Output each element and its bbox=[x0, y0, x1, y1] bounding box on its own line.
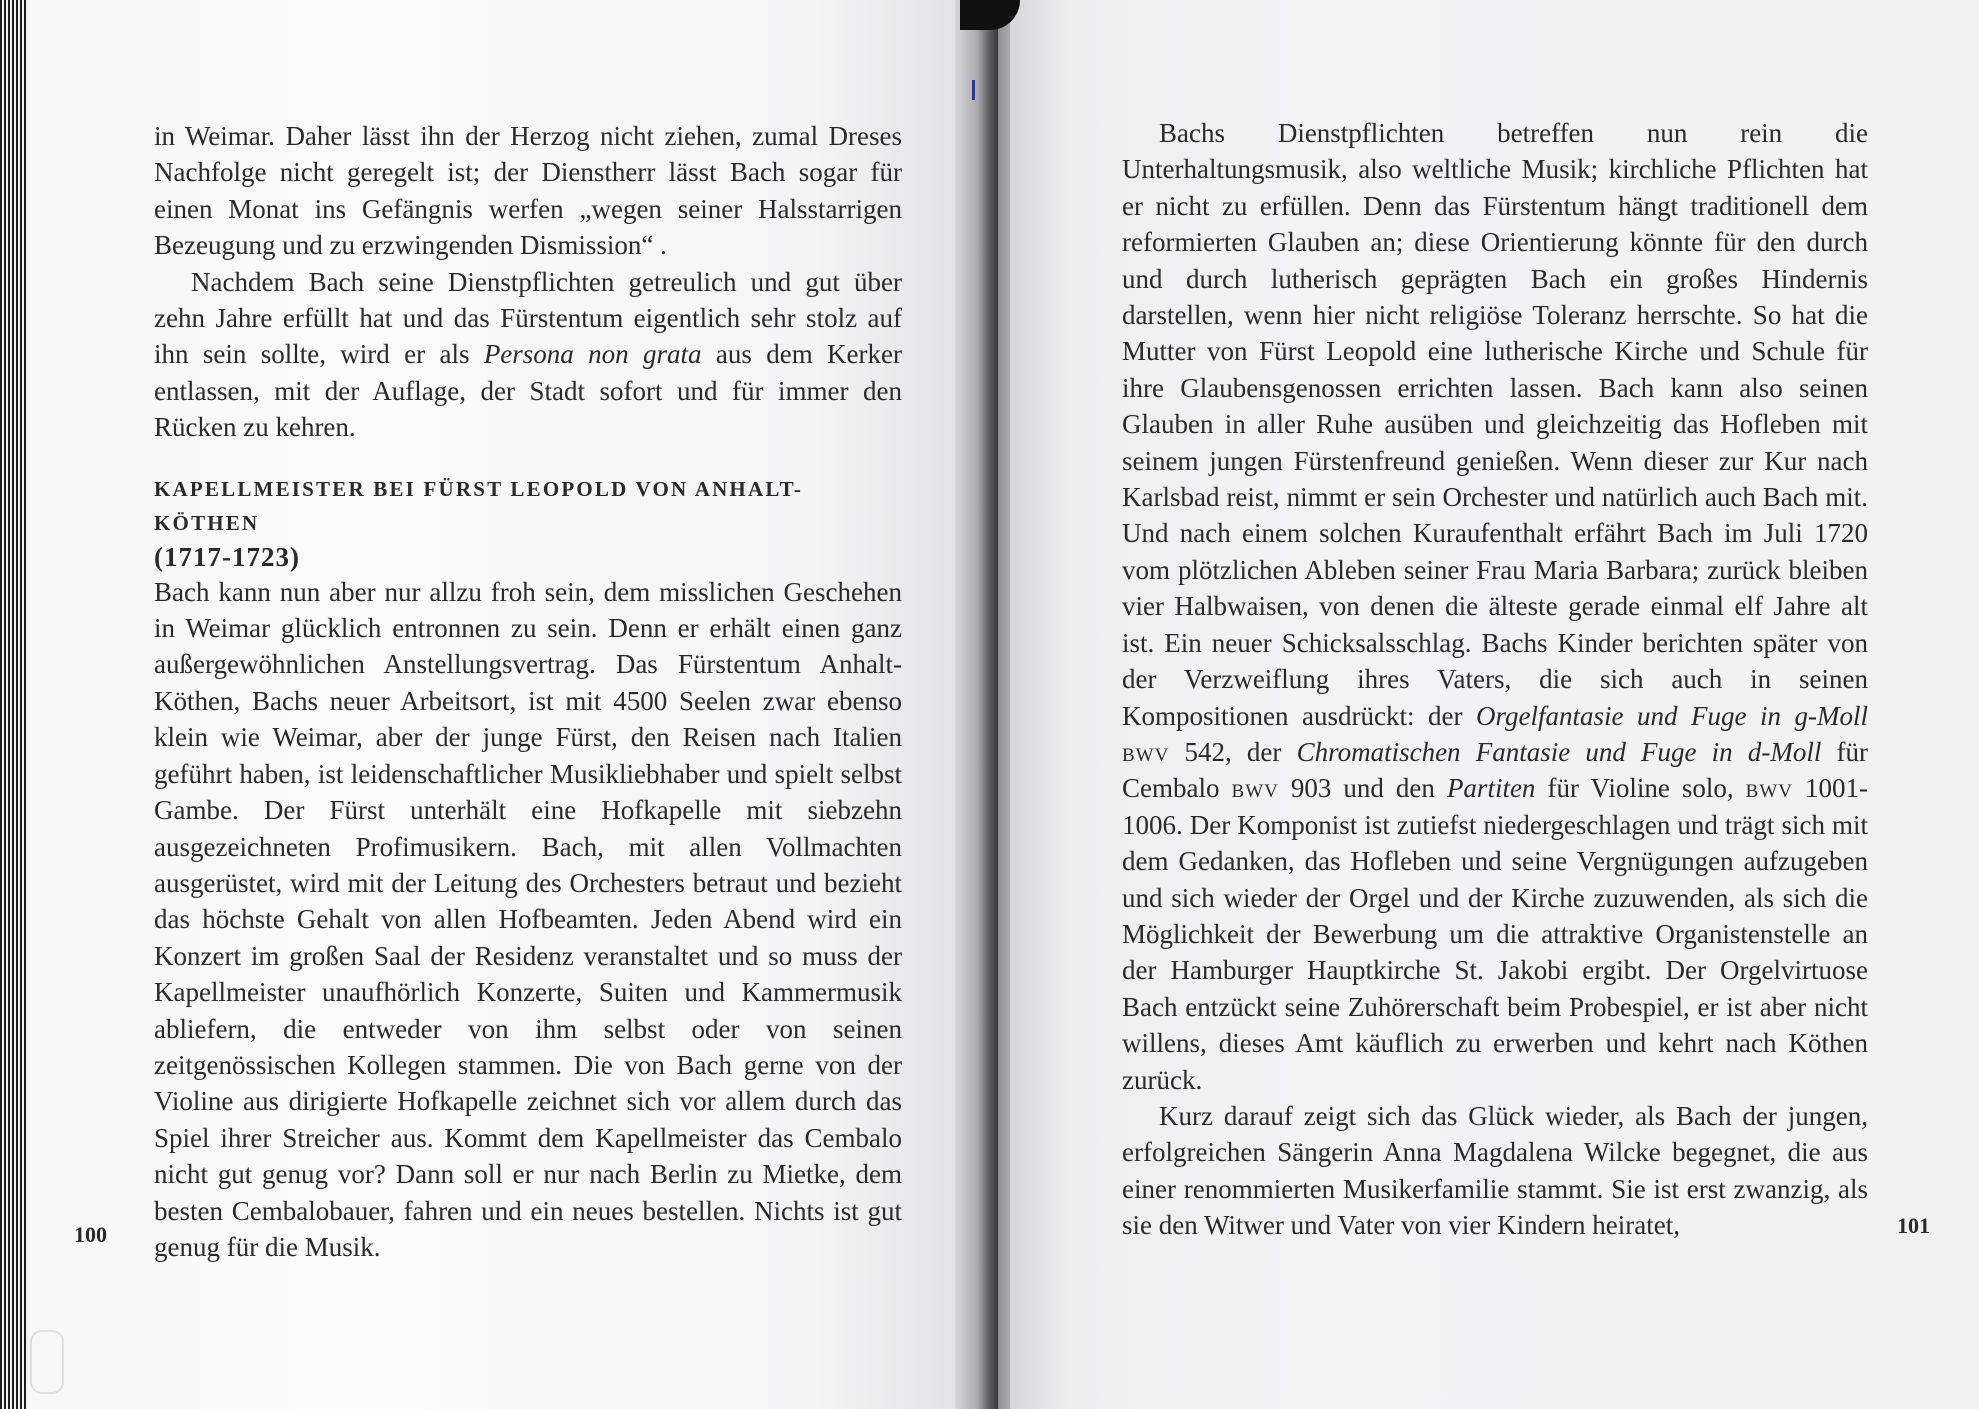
emphasis: Chromatischen Fantasie und Fuge in d-Moll bbox=[1296, 736, 1822, 767]
page-edge-lines bbox=[0, 0, 28, 1409]
text-run: aus dem Kerker entlassen, mit der Auflage, der Stadt sofort und für immer den Rücken zu kehren. bbox=[154, 339, 902, 443]
paragraph bbox=[154, 264, 902, 446]
page-number: 100 bbox=[74, 1222, 107, 1247]
bwv-label: bwv bbox=[1745, 773, 1793, 804]
text-run: für Violine solo, bbox=[1535, 773, 1746, 804]
emphasis: Persona non grata bbox=[483, 339, 702, 370]
paragraph bbox=[1122, 115, 1868, 1098]
text-run: für Cembalo bbox=[1122, 736, 1868, 804]
paragraph: Bach kann nun aber nur allzu froh sein, dem misslichen Geschehen in Weimar glücklich entronnen zu sein. Denn er erhält einen ganz außergewöhnlichen Anstellungsvertrag. Das Fürstentum Anhalt-Köthen, Bachs neuer Arbeitsort, ist mit 4500 Seelen zwar ebenso klein wie Weimar, aber der junge Fürst, den Reisen nach Italien geführt haben, ist leidenschaftlicher Musikliebhaber und spielt selbst Gambe. Der Fürst unterhält eine Hofkapelle mit siebzehn ausgezeichneten Profimusikern. Bach, mit allen Vollmachten ausgerüstet, wird mit der Leitung des Orchesters betraut und bezieht das höchste Gehalt von allen Hofbeamten. Jeden Abend wird ein Konzert im großen Saal der Residenz veranstaltet und so muss der Kapellmeister unaufhörlich Konzerte, Suiten und Kammermusik abliefern, die entweder von ihm selbst oder von seinen zeitgenössischen Kollegen stammen. Die von Bach gerne von der Violine aus dirigierte Hofkapelle zeichnet sich vor allem durch das Spiel ihrer Streicher aus. Kommt dem Kapellmeister das Cembalo nicht gut genug vor? Dann soll er nur nach Berlin zu Mietke, dem besten Cembalobauer, fahren und ein neues bestellen. Nichts ist gut genug für die Musik. bbox=[154, 576, 902, 1262]
corner-smudge bbox=[30, 1330, 64, 1394]
heading-years: (1717-1723) bbox=[154, 541, 300, 572]
text-run: Bachs Dienstpflichten betreffen nun rein die Unterhaltungsmusik, also weltliche Musik; kirchliche Pflichten hat er nicht zu erfüllen. Denn das Fürstentum hängt traditionell dem reformierten Glauben an; diese Orientierung könnte für den durch und durch lutherisch geprägten Bach ein großes Hindernis darstellen, wenn hier nicht religiöse Toleranz herrschte. So hat die Mutter von Fürst Leopold eine lutherische Kirche und Schule für ihre Glaubensgenossen errichten lassen. Bach kann also seinen Glauben in aller Ruhe ausüben und gleichzeitig das Hofleben mit seinem jungen Fürstenfreund genießen. Wenn dieser zur Kur nach Karlsbad reist, nimmt er sein Orchester und natürlich auch Bach mit. Und nach einem solchen Kuraufenthalt erfährt Bach im Juli 1720 vom plötzlichen Ableben seiner Frau Maria Barbara; zurück bleiben vier Halbwaisen, von denen die älteste gerade einmal elf Jahre alt ist. Ein neuer Schicksalsschlag. Bachs Kinder berichten später von der Verzweiflung ihres Vaters, die sich auch in seinen Kompositionen ausdrückt: der bbox=[1122, 118, 1868, 731]
bwv-label: bwv bbox=[1231, 773, 1279, 804]
heading-text: KAPELLMEISTER BEI FÜRST LEOPOLD VON ANHALT-KÖTHEN bbox=[154, 476, 804, 535]
right-text-column bbox=[1122, 115, 1868, 1244]
paragraph: in Weimar. Daher lässt ihn der Herzog nicht ziehen, zumal Dreses Nachfolge nicht geregelt ist; der Dienstherr lässt Bach sogar für einen Monat ins Gefängnis werfen „wegen seiner Halsstarrigen Bezeugung und zu erzwingenden Dismission“ . bbox=[154, 121, 902, 261]
page-number: 101 bbox=[1897, 1213, 1930, 1238]
text-run: 1001-1006. Der Komponist ist zutiefst niedergeschlagen und trägt sich mit dem Gedanken, das Hofleben und seine Vergnügungen aufzugeben und sich wieder der Orgel und der Kirche zuzuwenden, als sich die Möglichkeit der Bewerbung um die attraktive Organistenstelle an der Hamburger Hauptkirche St. Jakobi ergibt. Der Orgelvirtuose Bach entzückt seine Zuhörerschaft beim Probespiel, er ist aber nicht willens, dieses Amt käuflich zu erwerben und kehrt nach Köthen zurück. bbox=[1122, 773, 1869, 1095]
text-run: 903 und den bbox=[1278, 773, 1447, 804]
emphasis: Orgelfantasie und Fuge in g-Moll bbox=[1475, 700, 1868, 731]
emphasis: Partiten bbox=[1446, 773, 1536, 804]
section-heading bbox=[154, 472, 902, 574]
bwv-label: bwv bbox=[1122, 736, 1170, 767]
ink-mark bbox=[972, 80, 975, 100]
left-text-column bbox=[154, 118, 902, 1265]
text-run: 542, der bbox=[1169, 736, 1297, 767]
paragraph: Kurz darauf zeigt sich das Glück wieder, als Bach der jungen, erfolgreichen Sängerin Anna Magdalena Wilcke begegnet, die aus einer renommierten Musikerfamilie stammt. Sie ist erst zwanzig, als sie den Witwer und Vater von vier Kindern heiratet, bbox=[1122, 1100, 1868, 1241]
text-run: Nachdem Bach seine Dienstpflichten getreulich und gut über zehn Jahre erfüllt hat und das Fürstentum eigentlich sehr stolz auf ihn sein sollte, wird er als bbox=[154, 266, 902, 370]
